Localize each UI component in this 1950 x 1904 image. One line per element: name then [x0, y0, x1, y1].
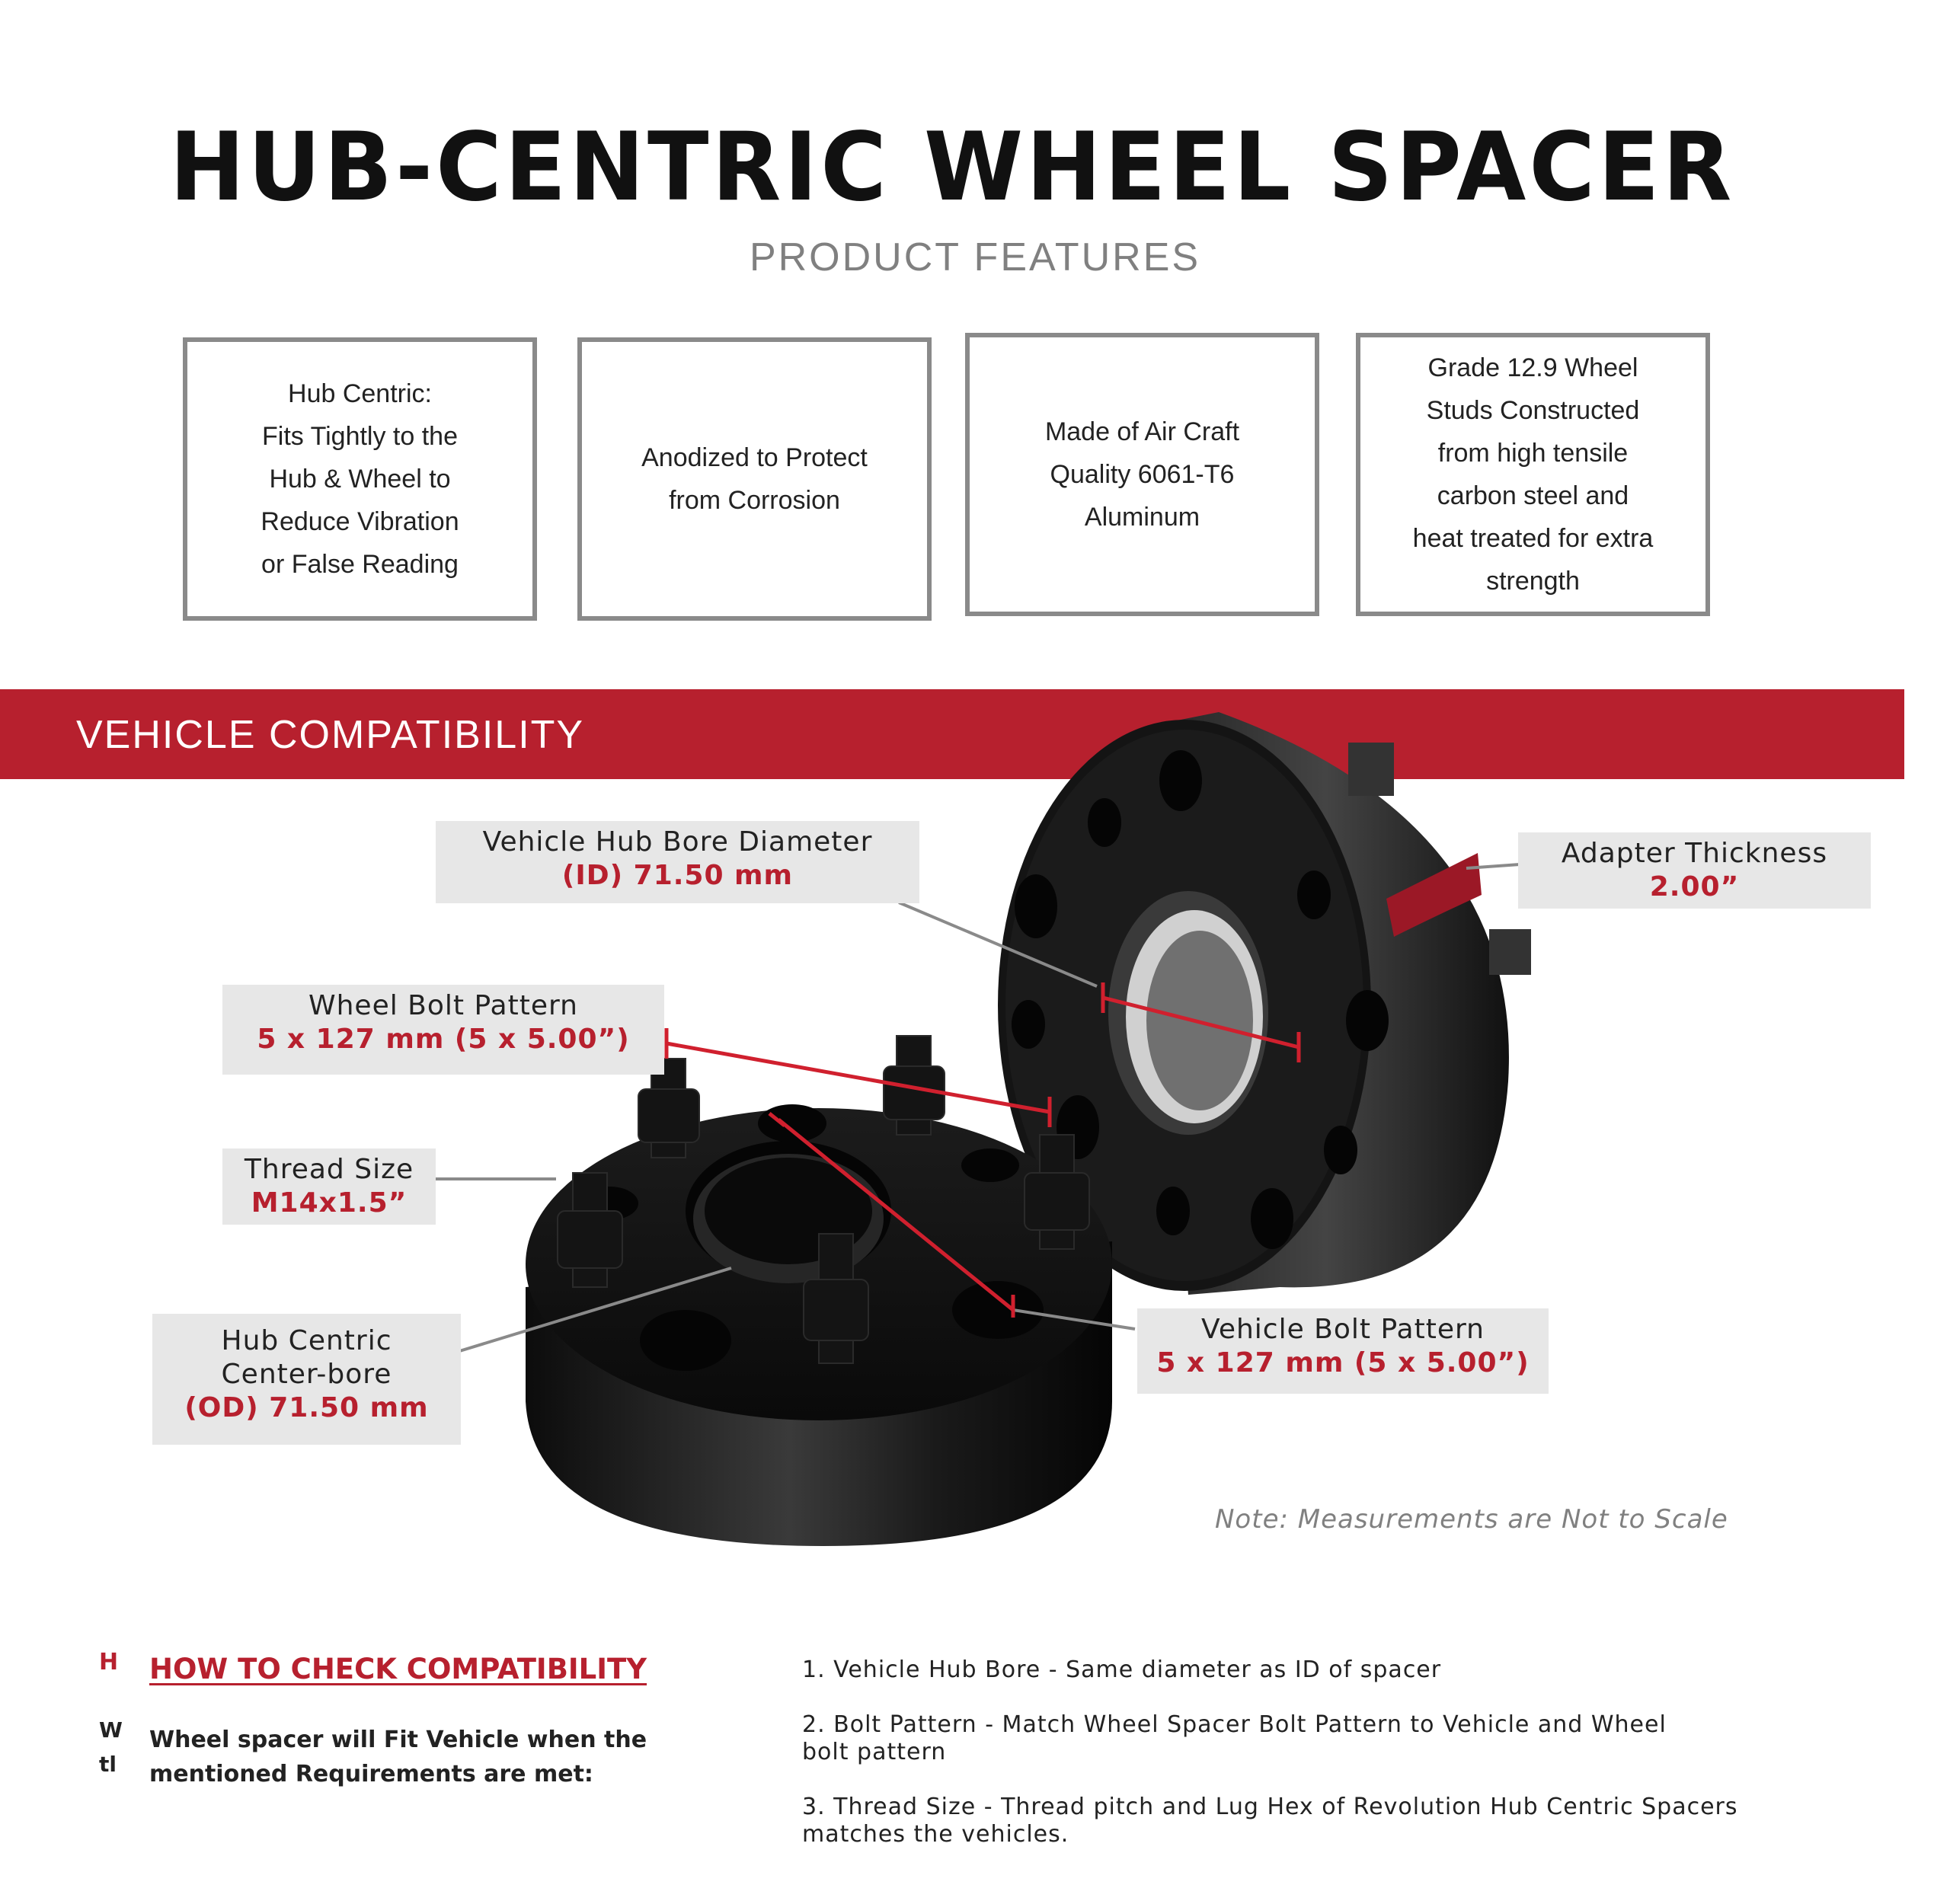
- page-subtitle: PRODUCT FEATURES: [749, 235, 1201, 280]
- feature-text: Hub Centric: Fits Tightly to the Hub & Wheel to Reduce Vibration or False Reading: [261, 379, 459, 579]
- requirement-item: 1. Vehicle Hub Bore - Same diameter as ID of spacer: [802, 1656, 1442, 1683]
- callout-value: 5 x 127 mm (5 x 5.00”): [257, 1024, 630, 1055]
- requirement-item: 2. Bolt Pattern - Match Wheel Spacer Bolt Pattern to Vehicle and Wheel bolt pattern: [802, 1711, 1667, 1765]
- callout-label: Hub Centric: [221, 1325, 392, 1356]
- callout-label: Vehicle Bolt Pattern: [1201, 1314, 1485, 1345]
- callout-label: Vehicle Hub Bore Diameter: [482, 826, 873, 858]
- callout-hub-bore-diameter: [436, 821, 919, 903]
- feature-text: Grade 12.9 Wheel Studs Constructed from high tensile carbon steel and heat treated for extra strength: [1412, 353, 1654, 596]
- feature-text: Anodized to Protect from Corrosion: [641, 443, 868, 515]
- callout-label: Adapter Thickness: [1561, 838, 1828, 869]
- callout-label: Thread Size: [244, 1154, 414, 1185]
- compatibility-banner-title: VEHICLE COMPATIBILITY: [76, 713, 585, 757]
- callout-value: M14x1.5”: [251, 1187, 408, 1219]
- callout-value: 5 x 127 mm (5 x 5.00”): [1156, 1347, 1530, 1378]
- callout-label: Center-bore: [221, 1359, 392, 1390]
- feature-text: Made of Air Craft Quality 6061-T6 Aluminum: [1044, 417, 1240, 532]
- callout-vehicle-bolt-pattern: [1137, 1308, 1549, 1394]
- page-title: HUB-CENTRIC WHEEL SPACER: [169, 111, 1735, 222]
- callout-adapter-thickness: [1518, 832, 1871, 909]
- callout-value: (ID) 71.50 mm: [561, 860, 794, 891]
- requirement-item: 3. Thread Size - Thread pitch and Lug Hex of Revolution Hub Centric Spacers matches the vehicles.: [802, 1794, 1738, 1848]
- how-to-title: HOW TO CHECK COMPATIBILITY: [149, 1653, 647, 1685]
- callout-value: (OD) 71.50 mm: [184, 1392, 429, 1423]
- callout-label: Wheel Bolt Pattern: [308, 990, 578, 1021]
- callout-center-bore: [152, 1314, 461, 1445]
- clipped-text-stub: tl: [99, 1752, 117, 1777]
- clipped-text-stub: W: [99, 1717, 123, 1743]
- clipped-title-stub: H: [99, 1649, 119, 1676]
- how-to-intro: Wheel spacer will Fit Vehicle when the mentioned Requirements are met:: [149, 1727, 647, 1787]
- scale-note: Note: Measurements are Not to Scale: [1215, 1504, 1728, 1535]
- callout-wheel-bolt-pattern: [222, 985, 664, 1075]
- callout-thread-size: [222, 1148, 436, 1225]
- callout-value: 2.00”: [1649, 871, 1740, 902]
